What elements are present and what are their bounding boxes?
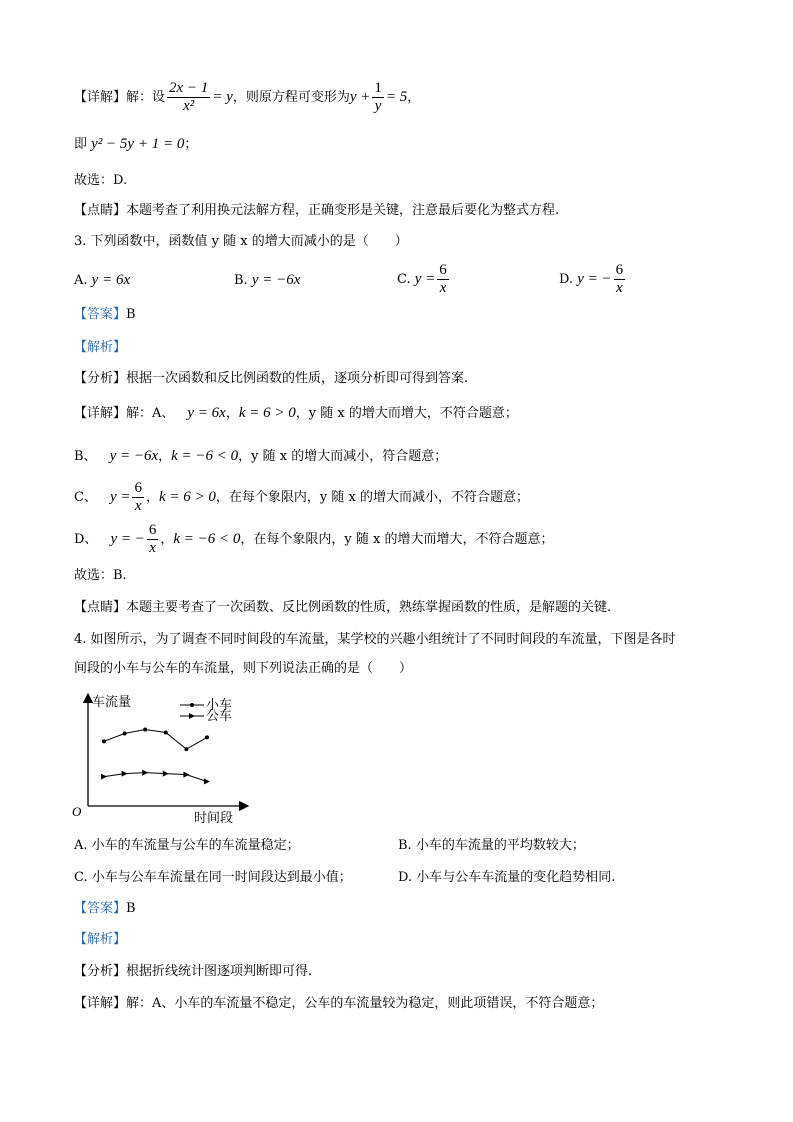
q4-analysis-tag: 【解析】 xyxy=(74,932,127,947)
q2-end: ， xyxy=(407,90,421,105)
legend-bus-label: 公车 xyxy=(206,709,233,724)
q3-fenxi: 【分析】根据一次函数和反比例函数的性质，逐项分析即可得到答案. xyxy=(74,371,469,386)
q3-detail-a-prefix: 【详解】解：A、 xyxy=(74,406,175,421)
q2-result-prefix: 即 xyxy=(74,137,88,152)
q2-result-eq: y² − 5y + 1 = 0 xyxy=(91,136,185,152)
q3-option-d xyxy=(559,262,627,297)
legend-car-marker xyxy=(190,703,194,707)
q3-option-a-label: A. xyxy=(74,273,88,288)
q3-detail-a-k: k = 6 > 0 xyxy=(238,405,296,421)
q2-eq2-a: y + xyxy=(349,89,371,105)
q2-result-end: ； xyxy=(184,137,198,152)
q2-eq2-den: y xyxy=(374,98,382,114)
q2-eq1: = y xyxy=(212,89,233,105)
q3-c-den: x xyxy=(439,280,447,296)
q3-analysis-tag: 【解析】 xyxy=(74,340,127,355)
y-axis-label: 车流量 xyxy=(92,695,132,710)
q3-detail-c-prefix: C、 xyxy=(74,490,97,505)
car-point-6 xyxy=(205,735,209,739)
q3-detail-a: 【详解】解：A、 y = 6x，k = 6 > 0，y 随 x 的增大而增大，不符合题意； xyxy=(74,405,518,421)
q4-option-d: D. 小车与公车车流量的变化趋势相同. xyxy=(398,870,616,885)
q3-detail-a-text: ，y 随 x 的增大而增大，不符合题意； xyxy=(295,406,518,421)
q3-detail-d-frac xyxy=(147,522,159,557)
q3-detail-a-expr: y = 6x xyxy=(187,405,226,421)
series-line-bus xyxy=(104,773,207,782)
q3-detail-b-k: k = −6 < 0 xyxy=(171,448,239,464)
car-point-5 xyxy=(184,747,188,751)
series-line-car xyxy=(104,730,207,750)
q3-d-den: x xyxy=(616,280,623,296)
q3-answer-tag: 【答案】 xyxy=(74,307,127,322)
q3-detail-d-lhs: y = − xyxy=(110,531,145,547)
q4-fenxi: 【分析】根据折线统计图逐项判断即可得. xyxy=(74,964,313,979)
q2-frac-num: 2x − 1 xyxy=(169,80,209,96)
q2-mid-text: ，则原方程可变形为 xyxy=(232,90,350,105)
q3-detail-c-den: x xyxy=(134,498,142,514)
q3-option-b-label: B. xyxy=(234,273,248,288)
q3-detail-d-text: ，在每个象限内，y 随 x 的增大而增大，不符合题意； xyxy=(240,532,554,547)
q4-answer-line xyxy=(74,899,136,919)
bus-point-3 xyxy=(142,770,148,776)
q4-option-b: B. 小车的车流量的平均数较大； xyxy=(398,838,585,853)
q3-detail-d-prefix: D、 xyxy=(74,532,98,547)
q3-option-d-label: D. xyxy=(559,272,574,287)
q2-fraction xyxy=(167,80,210,115)
q3-detail-c: C、 y = $\frac{6}{x}$ ，k = 6 > 0，在每个象限内，y 随 x 的增大而减小，不符合题意； xyxy=(74,480,529,514)
q3-detail-d-k: k = −6 < 0 xyxy=(173,531,241,547)
q3-answer-line xyxy=(74,305,136,325)
q4-answer: B xyxy=(126,901,136,916)
q3-choice: 故选：B. xyxy=(74,568,127,583)
q3-option-c xyxy=(397,262,451,297)
q3-c-num: 6 xyxy=(439,262,447,278)
line-chart xyxy=(66,688,256,828)
car-point-4 xyxy=(164,731,168,735)
q2-result-line xyxy=(74,134,197,155)
q3-detail-b-text: ，y 随 x 的增大而减小，符合题意； xyxy=(238,449,448,464)
q3-option-a xyxy=(74,270,130,291)
bus-point-1 xyxy=(101,774,107,780)
q3-option-c-frac xyxy=(437,262,449,297)
q3-d-num: 6 xyxy=(615,262,624,278)
x-axis-label: 时间段 xyxy=(194,811,234,826)
origin-label: O xyxy=(72,804,82,819)
q3-detail-c-frac xyxy=(132,480,144,515)
q3-detail-d-num: 6 xyxy=(148,522,157,538)
q3-option-b xyxy=(234,270,300,291)
q2-eq2-b: = 5 xyxy=(385,89,408,105)
q3-detail-b-expr: y = −6x xyxy=(109,448,159,464)
q3-detail-c-k: k = 6 > 0 xyxy=(159,489,216,505)
bus-point-2 xyxy=(122,771,128,777)
q4-detail: 【详解】解：A、小车的车流量不稳定，公车的车流量较为稳定，则此项错误，不符合题意； xyxy=(74,996,604,1011)
q2-detail-line xyxy=(74,80,420,115)
q3-option-d-lhs: y = − xyxy=(577,271,612,287)
q3-detail-c-text: ，在每个象限内，y 随 x 的增大而减小，不符合题意； xyxy=(215,490,529,505)
q3-detail-c-lhs: y = xyxy=(109,489,131,505)
q4-option-c: C. 小车与公车车流量在同一时间段达到最小值； xyxy=(74,870,352,885)
q2-comment: 【点睛】本题考查了利用换元法解方程，正确变形是关键，注意最后要化为整式方程. xyxy=(74,203,560,218)
car-point-2 xyxy=(123,731,127,735)
bus-point-4 xyxy=(163,771,169,777)
legend-car-label: 小车 xyxy=(206,698,233,713)
q2-eq2-num: 1 xyxy=(374,80,382,96)
q3-detail-b: B、 y = −6x，k = −6 < 0，y 随 x 的增大而减小，符合题意； xyxy=(74,448,448,464)
q3-option-b-expr: y = −6x xyxy=(251,272,301,288)
q3-stem: 3. 下列函数中，函数值 y 随 x 的增大而减小的是（ ） xyxy=(74,234,408,249)
q3-detail-d-den: x xyxy=(149,540,156,556)
q3-comment: 【点睛】本题主要考查了一次函数、反比例函数的性质，熟练掌握函数的性质，是解题的关键. xyxy=(74,600,612,615)
car-point-1 xyxy=(102,739,106,743)
q4-stem-line1: 4. 如图所示，为了调查不同时间段的车流量，某学校的兴趣小组统计了不同时间段的车流量，下图是各时 xyxy=(74,632,676,647)
q2-frac-den: x² xyxy=(183,98,195,114)
bus-point-5 xyxy=(183,772,189,778)
q3-detail-c-num: 6 xyxy=(134,480,142,496)
q2-choice: 故选：D. xyxy=(74,173,128,188)
q3-detail-d: D、 y = − $\frac{6}{x}$ ，k = −6 < 0，在每个象限内，y 随 x 的增大而增大，不符合题意； xyxy=(74,522,554,556)
q2-fraction-2 xyxy=(372,80,384,115)
q3-answer: B xyxy=(126,307,136,322)
q2-detail-prefix: 【详解】解：设 xyxy=(74,90,166,105)
q3-detail-b-prefix: B、 xyxy=(74,449,97,464)
q4-option-a: A. 小车的车流量与公车的车流量稳定； xyxy=(74,838,300,853)
bus-point-6 xyxy=(204,779,210,785)
car-point-3 xyxy=(143,728,147,732)
q4-stem-line2: 间段的小车与公车的车流量，则下列说法正确的是（ ） xyxy=(74,661,413,676)
legend-bus-marker xyxy=(189,713,195,719)
q3-option-a-expr: y = 6x xyxy=(91,272,131,288)
q3-option-c-lhs: y = xyxy=(414,271,436,287)
q4-answer-tag: 【答案】 xyxy=(74,901,127,916)
q3-option-c-label: C. xyxy=(397,272,411,287)
q3-option-d-frac xyxy=(614,262,626,297)
